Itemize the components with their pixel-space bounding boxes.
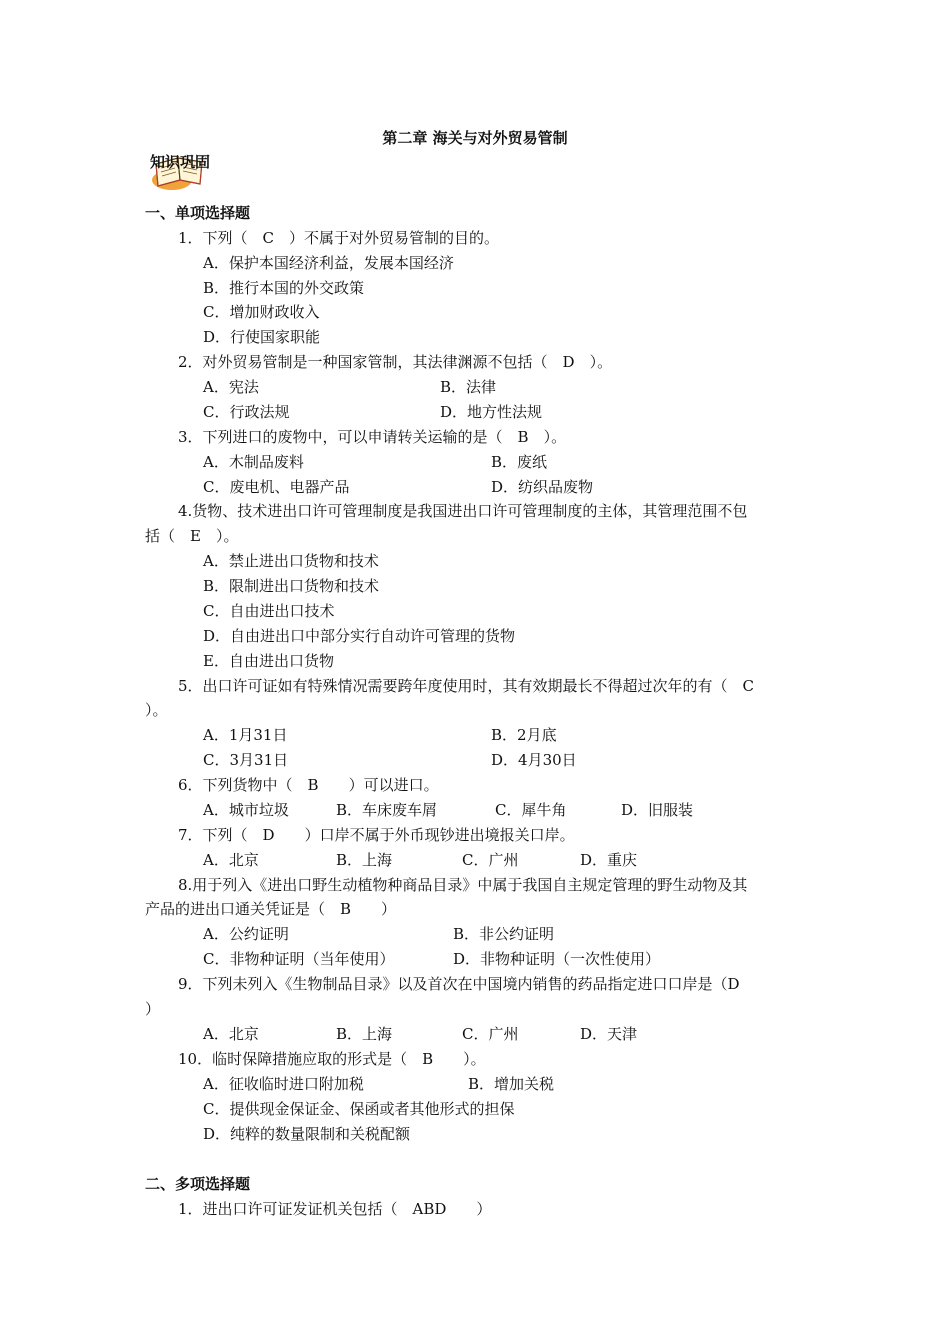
question-1-option-b: B．推行本国的外交政策 [203,279,365,297]
question-4-option-d: D．自由进出口中部分实行自动许可管理的货物 [203,627,516,645]
question-4-option-a: A．禁止进出口货物和技术 [203,552,379,570]
question-7-option-c: C．广州 [462,851,519,869]
question-5-option-b: B．2月底 [491,726,557,744]
question-8-option-b: B．非公约证明 [453,925,555,943]
question-3-option-c: C．废电机、电器产品 [203,478,350,496]
question-10-stem: 10．临时保障措施应取的形式是（ B ）。 [178,1050,486,1068]
question-10-option-a: A．征收临时进口附加税 [203,1075,364,1093]
question-6-stem: 6．下列货物中（ B ）可以进口。 [178,776,439,794]
question-5-option-a: A．1月31日 [203,726,288,744]
question-9-stem-line1: 9．下列未列入《生物制品目录》以及首次在中国境内销售的药品指定进口口岸是（D [178,975,740,993]
multi-question-1-stem: 1．进出口许可证发证机关包括（ ABD ） [178,1200,492,1218]
question-4-stem-line1: 4.货物、技术进出口许可管理制度是我国进出口许可管理制度的主体，其管理范围不包 [178,502,748,520]
question-1-option-c: C．增加财政收入 [203,303,320,321]
question-3-option-d: D．纺织品废物 [491,478,594,496]
question-4-option-e: E．自由进出口货物 [203,652,334,670]
question-3-stem: 3．下列进口的废物中，可以申请转关运输的是（ B ）。 [178,428,567,446]
document-title: 第二章 海关与对外贸易管制 [382,129,568,147]
question-3-option-b: B．废纸 [491,453,548,471]
question-2-option-a: A．宪法 [203,378,259,396]
section-heading-multi: 二、多项选择题 [145,1175,251,1193]
question-9-option-a: A．北京 [203,1025,259,1043]
question-10-option-c: C．提供现金保证金、保函或者其他形式的担保 [203,1100,515,1118]
question-6-option-d: D．旧服装 [621,801,694,819]
question-8-option-a: A．公约证明 [203,925,289,943]
question-6-option-b: B．车床废车屑 [336,801,438,819]
question-4-option-b: B．限制进出口货物和技术 [203,577,380,595]
section-banner: 知识巩固 [150,153,211,171]
question-6-option-c: C．犀牛角 [495,801,567,819]
question-4-stem-line2: 括（ E ）。 [145,527,239,545]
question-3-option-a: A．木制品废料 [203,453,304,471]
question-1-option-a: A．保护本国经济利益，发展本国经济 [203,254,454,272]
question-8-option-d: D．非物种证明（一次性使用） [453,950,661,968]
question-7-option-d: D．重庆 [580,851,638,869]
question-2-option-b: B．法律 [440,378,497,396]
question-6-option-a: A．城市垃圾 [203,801,289,819]
question-5-option-d: D．4月30日 [491,751,577,769]
question-10-option-b: B．增加关税 [468,1075,555,1093]
question-8-stem-line2: 产品的进出口通关凭证是（ B ） [145,900,397,918]
question-2-stem: 2．对外贸易管制是一种国家管制，其法律渊源不包括（ D ）。 [178,353,613,371]
question-9-option-c: C．广州 [462,1025,519,1043]
question-5-option-c: C．3月31日 [203,751,289,769]
question-4-option-c: C．自由进出口技术 [203,602,335,620]
question-9-stem-line2: ） [145,1000,161,1018]
question-9-option-b: B．上海 [336,1025,393,1043]
question-1-option-d: D．行使国家职能 [203,328,321,346]
question-7-option-b: B．上海 [336,851,393,869]
question-8-stem-line1: 8.用于列入《进出口野生动植物种商品目录》中属于我国自主规定管理的野生动物及其 [178,876,748,894]
question-10-option-d: D．纯粹的数量限制和关税配额 [203,1125,411,1143]
question-7-stem: 7．下列（ D ）口岸不属于外币现钞进出境报关口岸。 [178,826,575,844]
question-5-stem-line1: 5．出口许可证如有特殊情况需要跨年度使用时，其有效期最长不得超过次年的有（ C [178,677,755,695]
question-9-option-d: D．天津 [580,1025,638,1043]
question-2-option-d: D．地方性法规 [440,403,543,421]
question-2-option-c: C．行政法规 [203,403,290,421]
question-1-stem: 1．下列（ C ）不属于对外贸易管制的目的。 [178,229,500,247]
section-heading-single: 一、单项选择题 [145,204,251,222]
question-5-stem-line2: ）。 [145,701,168,719]
question-7-option-a: A．北京 [203,851,259,869]
question-8-option-c: C．非物种证明（当年使用） [203,950,395,968]
